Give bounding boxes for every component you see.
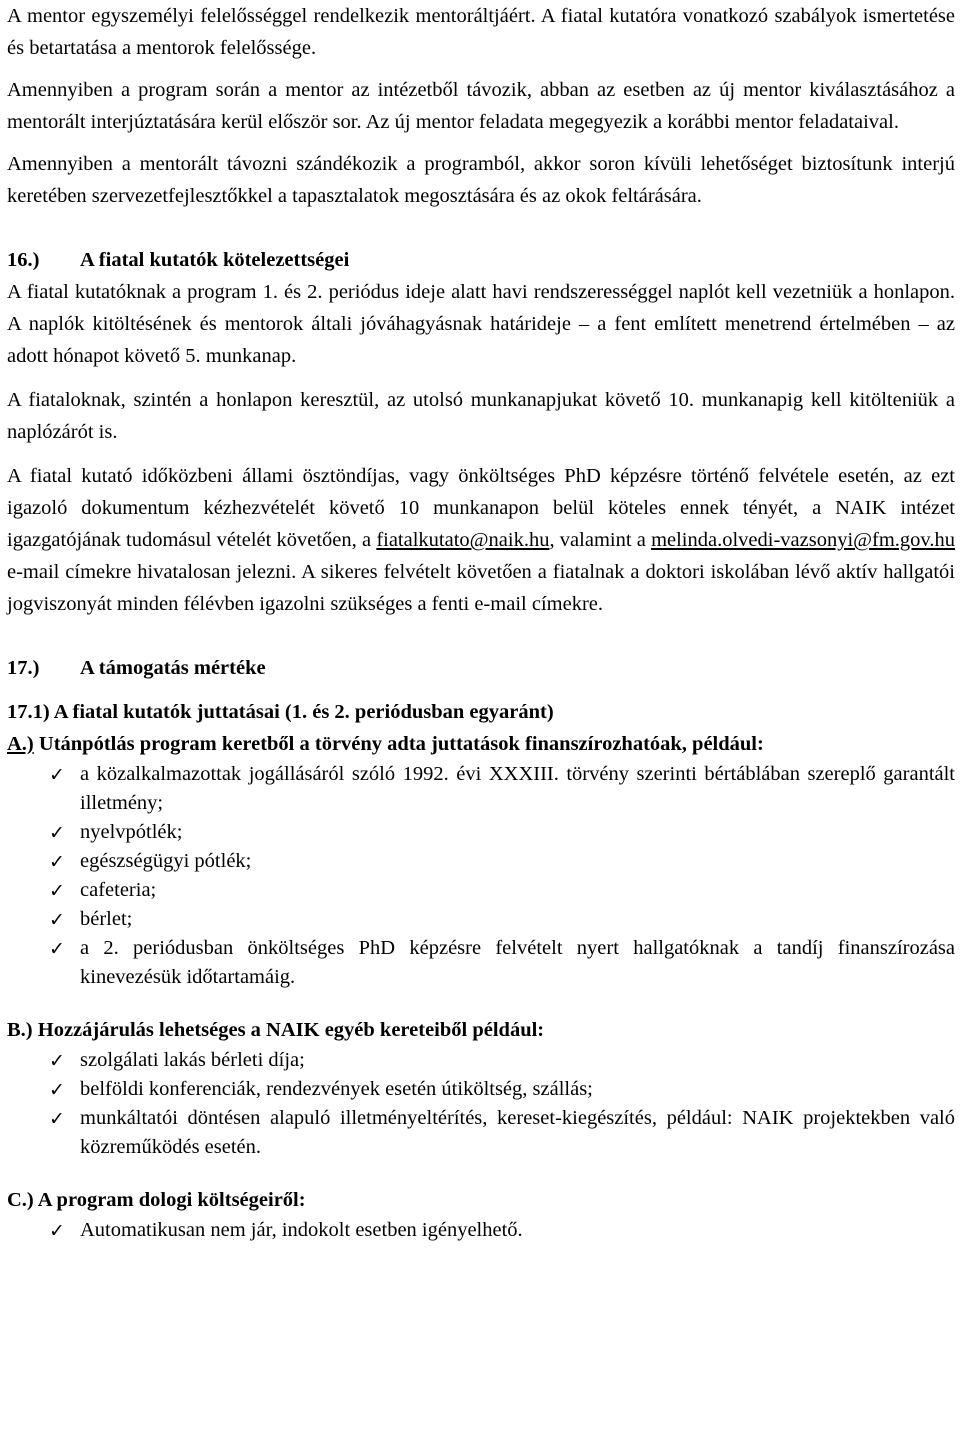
list-item-text: cafeteria; bbox=[80, 879, 157, 901]
list-item bbox=[7, 1046, 955, 1075]
subsection-b-title: Hozzájárulás lehetséges a NAIK egyéb kereteiből például: bbox=[32, 1019, 545, 1041]
document-page bbox=[7, 0, 955, 1245]
list-item-text: munkáltatói döntésen alapuló illetményeltérítés, kereset-kiegészítés, például: NAIK projektekben való közreműködés esetén. bbox=[80, 1107, 955, 1158]
phd-text-part-3: e-mail címekre hivatalosan jelezni. A sikeres felvételt követően a fiatalnak a doktori iskolában lévő aktív hallgatói jogviszonyát minden félévben igazolni szükséges a fenti e-mail címekre. bbox=[7, 561, 955, 615]
phd-text-part-2: , valamint a bbox=[549, 529, 652, 551]
check-icon: ✓ bbox=[49, 938, 65, 960]
paragraph-mentor-responsibility: A mentor egyszemélyi felelősséggel rendelkezik mentoráltjáért. A fiatal kutatóra vonatkozó szabályok ismertetése és betartatása a mentorok felelőssége. bbox=[7, 5, 955, 59]
subsection-c-title: A program dologi költségeiről: bbox=[33, 1189, 306, 1211]
check-icon: ✓ bbox=[49, 1050, 65, 1072]
subsection-a-title: Utánpótlás program keretből a törvény adta juttatások finanszírozhatóak, például: bbox=[33, 733, 764, 755]
section-17-number: 17.) bbox=[7, 657, 40, 679]
list-item bbox=[7, 905, 955, 934]
phd-text-part-1: A fiatal kutató időközbeni állami ösztöndíjas, vagy önköltséges PhD képzésre történő felvétele esetén, az ezt igazoló dokumentum kézhezvételét követő 10 munkanapon belül köteles ennek tényét, a NAIK intézet igazgatójának tudomásul vételét követően, a bbox=[7, 465, 955, 551]
subsection-c-label: C.) bbox=[7, 1189, 34, 1211]
section-16-heading bbox=[7, 244, 955, 276]
list-item-text: belföldi konferenciák, rendezvények esetén útiköltség, szállás; bbox=[80, 1078, 593, 1100]
list-item bbox=[7, 1104, 955, 1162]
check-icon: ✓ bbox=[49, 880, 65, 902]
list-c bbox=[7, 1216, 955, 1245]
paragraph-logbook: A fiatal kutatóknak a program 1. és 2. periódus ideje alatt havi rendszerességgel naplót kell vezetniük a honlapon. A naplók kitöltésének és mentorok általi jóváhagyásnak határideje – a fent említett menetrend értelmében – az adott hónapot követő 5. munkanap. bbox=[7, 281, 955, 367]
list-item bbox=[7, 760, 955, 818]
list-item bbox=[7, 876, 955, 905]
list-item bbox=[7, 1216, 955, 1245]
subsection-a-label: A.) bbox=[7, 733, 34, 755]
list-a bbox=[7, 760, 955, 992]
list-item-text: a 2. periódusban önköltséges PhD képzésre felvételt nyert hallgatóknak a tandíj finanszírozása kinevezésük időtartamáig. bbox=[80, 937, 955, 988]
subsection-b-heading bbox=[7, 1014, 955, 1046]
list-item-text: nyelvpótlék; bbox=[80, 821, 183, 843]
subsection-a-heading bbox=[7, 728, 955, 760]
list-item-text: szolgálati lakás bérleti díja; bbox=[80, 1049, 305, 1071]
section-16-number: 16.) bbox=[7, 249, 40, 271]
subsection-17-1-heading: 17.1) A fiatal kutatók juttatásai (1. és 2. periódusban egyaránt) bbox=[7, 701, 554, 723]
subsection-c-heading bbox=[7, 1184, 955, 1216]
list-item-text: Automatikusan nem jár, indokolt esetben igényelhető. bbox=[80, 1219, 523, 1241]
paragraph-mentee-leaves: Amennyiben a mentorált távozni szándékozik a programból, akkor soron kívüli lehetőséget biztosítunk interjú keretében szervezetfejlesztőkkel a tapasztalatok megosztására és az okok feltárására. bbox=[7, 153, 955, 207]
subsection-b-label: B.) bbox=[7, 1019, 33, 1041]
check-icon: ✓ bbox=[49, 1079, 65, 1101]
check-icon: ✓ bbox=[49, 1220, 65, 1242]
list-item-text: egészségügyi pótlék; bbox=[80, 850, 252, 872]
section-17-heading bbox=[7, 652, 955, 684]
list-item bbox=[7, 1075, 955, 1104]
list-item bbox=[7, 847, 955, 876]
list-item bbox=[7, 934, 955, 992]
list-item-text: a közalkalmazottak jogállásáról szóló 1992. évi XXXIII. törvény szerinti bértáblában szereplő garantált illetmény; bbox=[80, 763, 955, 814]
section-17-title: A támogatás mértéke bbox=[80, 657, 266, 679]
check-icon: ✓ bbox=[49, 851, 65, 873]
paragraph-mentor-leaves: Amennyiben a program során a mentor az intézetből távozik, abban az esetben az új mentor kiválasztásához a mentorált interjúztatására kerül először sor. Az új mentor feladata megegyezik a korábbi mentor feladataival. bbox=[7, 79, 955, 133]
list-item bbox=[7, 818, 955, 847]
paragraph-phd-admission bbox=[7, 460, 955, 620]
list-b bbox=[7, 1046, 955, 1162]
check-icon: ✓ bbox=[49, 1108, 65, 1130]
check-icon: ✓ bbox=[49, 764, 65, 786]
email-link-fiatalkutato[interactable]: fiatalkutato@naik.hu bbox=[376, 529, 550, 551]
paragraph-logbook-closing: A fiataloknak, szintén a honlapon keresztül, az utolsó munkanapjukat követő 10. munkanapig kell kitölteniük a naplózárót is. bbox=[7, 389, 955, 443]
list-item-text: bérlet; bbox=[80, 908, 133, 930]
section-16-title: A fiatal kutatók kötelezettségei bbox=[80, 249, 350, 271]
check-icon: ✓ bbox=[49, 822, 65, 844]
check-icon: ✓ bbox=[49, 909, 65, 931]
email-link-melinda[interactable]: melinda.olvedi-vazsonyi@fm.gov.hu bbox=[651, 529, 955, 551]
